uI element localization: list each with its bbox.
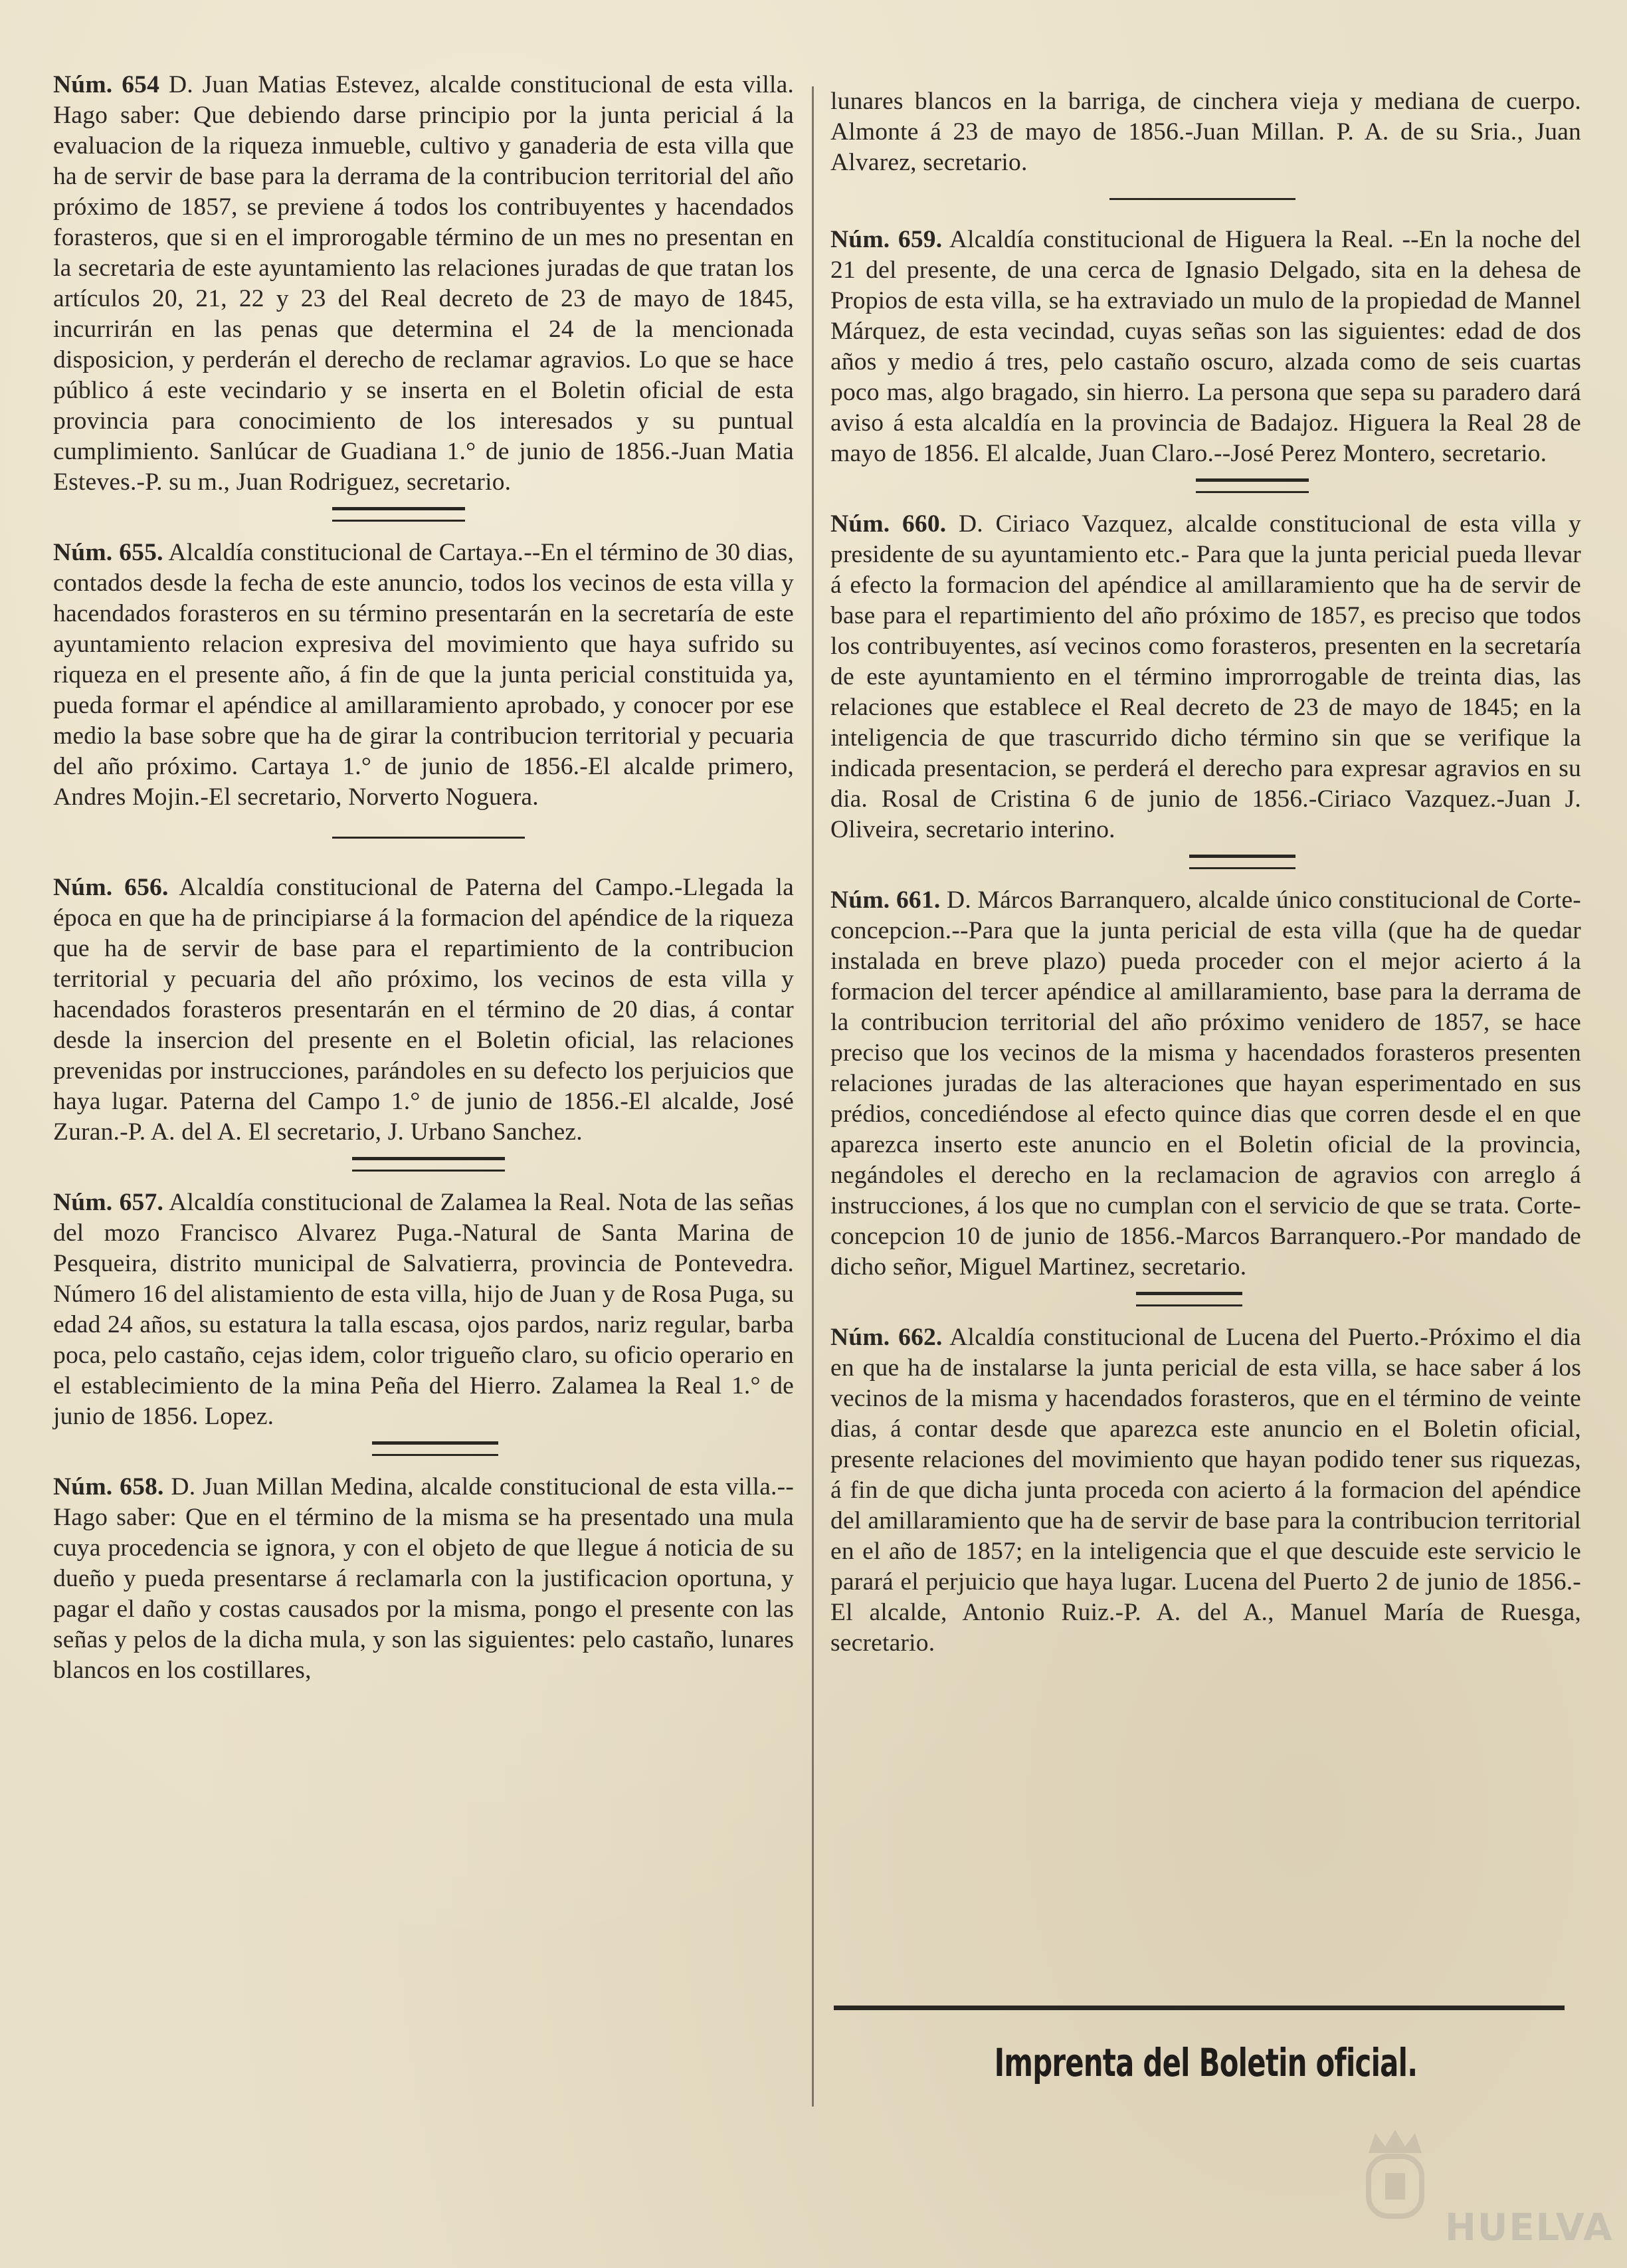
notice-text: Alcaldía constitucional de Cartaya.--En el término de 30 dias, contados desde la fecha de este anuncio, todos los vecinos de esta villa y hacendados forasteros en su término presentarán en la secretaría de este ayuntamiento relacion expresiva del movimiento que haya sufrido su riqueza en el presente año, á fin de que la junta pericial constituida ya, pueda formar el apéndice al amillaramiento aprobado, y conocer por ese medio la base sobre que ha de girar la contribucion territorial y pecuaria del año próximo. Cartaya 1.° de junio de 1856.-El alcalde primero, Andres Mojin.-El secretario, Norverto Noguera. <box>53 539 795 811</box>
separator-ornament <box>830 469 1581 509</box>
printer-imprint: Imprenta del Boletin oficial. <box>994 2040 1418 2085</box>
separator-ornament <box>830 1283 1581 1322</box>
notice-number: Núm. 662. <box>830 1324 943 1351</box>
notice-text: D. Ciriaco Vazquez, alcalde constitucional de esta villa y presidente de su ayuntamiento etc.- Para que la junta pericial pueda llevar á efecto la formacion del apéndice al amillaramiento que ha de servir de base para el repartimiento del año próximo de 1857, es preciso que todos los contribuyentes, así vecinos como forasteros, presenten en la secretaría de este ayuntamiento en el término improrrogable de treinta dias, las relaciones que establece el Real decreto de 23 de mayo de 1845; en la inteligencia de que trascurrido dicho término sin que se verifique la indicada presentacion, se perderá el derecho para expresar agravios en su dia. Rosal de Cristina 6 de junio de 1856.-Ciriaco Vazquez.-Juan J. Oliveira, secretario interino. <box>830 510 1581 843</box>
notice-654 <box>53 70 794 498</box>
archive-watermark: HUELVA <box>1445 2206 1614 2249</box>
notice-number: Núm. 656. <box>53 874 169 901</box>
notice-655 <box>53 538 794 813</box>
separator-ornament <box>53 1432 794 1472</box>
notice-number: Núm. 660. <box>830 510 947 538</box>
separator-ornament <box>830 845 1581 885</box>
left-column <box>53 70 794 1686</box>
notice-text: Alcaldía constitucional de Lucena del Puerto.-Próximo el dia en que ha de instalarse la junta pericial de esta villa, se hace saber á los vecinos de la misma y hacendados forasteros, que en el término de veinte dias, á contar desde que aparezca este anuncio en el Boletin oficial, presente relaciones del movimiento que hayan podido tener sus riquezas, á fin de que dicha junta proceda con acierto á la formacion del apéndice del amillaramiento que ha de servir de base para la contribucion territorial en el año de 1857; en la inteligencia que el que descuide este servicio le parará el perjuicio que haya lugar. Lucena del Puerto 2 de junio de 1856.-El alcalde, Antonio Ruiz.-P. A. del A., Manuel María de Ruesga, secretario. <box>830 1324 1581 1657</box>
separator-ornament <box>53 1148 794 1187</box>
notice-number: Núm. 657. <box>53 1189 164 1216</box>
separator-rule <box>830 178 1581 225</box>
notice-text: Alcaldía constitucional de Higuera la Real. --En la noche del 21 del presente, de una cerca de Ignasio Delgado, sita en la dehesa de Propios de esta villa, se ha extraviado un mulo de la propiedad de Mannel Márquez, de esta vecindad, cuyas señas son las siguientes: edad de dos años y medio á tres, pelo castaño oscuro, alzada como de seis cuartas poco mas, algo bragado, sin hierro. La persona que sepa su paradero dará aviso á esta alcaldía en la provincia de Badajoz. Higuera la Real 28 de mayo de 1856. El alcalde, Juan Claro.--José Perez Montero, secretario. <box>830 226 1582 467</box>
notice-656 <box>53 873 794 1148</box>
column-divider <box>812 86 814 2107</box>
notice-660 <box>830 509 1581 845</box>
notice-text: Alcaldía constitucional de Paterna del Campo.-Llegada la época en que ha de principiarse á la formacion del apéndice de la riqueza que ha de servir de base para el repartimiento de la contribucion territorial y pecuaria del año próximo, los vecinos de esta villa y hacendados forasteros presentarán en el término de 20 dias, á contar desde la insercion del presente en el Boletin oficial, las relaciones prevenidas por instrucciones, parándoles en su defecto los perjuicios que haya lugar. Paterna del Campo 1.° de junio de 1856.-El alcalde, José Zuran.-P. A. del A. El secretario, J. Urbano Sanchez. <box>53 874 794 1146</box>
notice-text: D. Juan Matias Estevez, alcalde constitucional de esta villa. Hago saber: Que debiendo darse principio por la junta pericial á la evaluacion de la riqueza inmueble, cultivo y ganaderia de esta villa que ha de servir de base para la derrama de la contribucion territorial del año próximo de 1857, se previene á todos los contribuyentes y hacendados forasteros, que si en el improrogable término de un mes no presentan en la secretaria de este ayuntamiento las relaciones juradas de que tratan los artículos 20, 21, 22 y 23 del Real decreto de 23 de mayo de 1845, incurrirán en las penas que determina el 24 de la mencionada disposicion, y perderán el derecho de reclamar agravios. Lo que se hace público á este vecindario y se inserta en el Boletin oficial de esta provincia para conocimiento de los interesados y su puntual cumplimiento. Sanlúcar de Guadiana 1.° de junio de 1856.-Juan Matia Esteves.-P. su m., Juan Rodriguez, secretario. <box>53 71 794 496</box>
notice-number: Núm. 659. <box>830 226 943 253</box>
notice-662 <box>830 1322 1581 1659</box>
notice-number: Núm. 654 <box>53 71 160 98</box>
notice-657 <box>53 1187 794 1432</box>
notice-number: Núm. 655. <box>53 539 163 566</box>
notice-text: lunares blancos en la barriga, de cinchera vieja y mediana de cuerpo. Almonte á 23 de mayo de 1856.-Juan Millan. P. A. de su Sria., Juan Alvarez, secretario. <box>830 88 1581 176</box>
notice-658 <box>53 1472 794 1686</box>
notice-number: Núm. 658. <box>53 1473 164 1500</box>
notice-text: Alcaldía constitucional de Zalamea la Real. Nota de las señas del mozo Francisco Alvarez Puga.-Natural de Santa Marina de Pesqueira, distrito municipal de Salvatierra, provincia de Pontevedra. Número 16 del alistamiento de esta villa, hijo de Juan y de Rosa Puga, su edad 24 años, su estatura la talla escasa, ojos pardos, nariz regular, barba poca, pelo castaño, cejas idem, color trigueño claro, su oficio operario en el establecimiento de la mina Peña del Hierro. Zalamea la Real 1.° de junio de 1856. Lopez. <box>53 1189 794 1430</box>
separator-ornament <box>53 498 794 538</box>
notice-661 <box>830 885 1581 1283</box>
closing-rule <box>834 2006 1565 2010</box>
notice-658-continued <box>830 86 1581 178</box>
right-column <box>830 86 1581 1659</box>
notice-number: Núm. 661. <box>830 886 941 914</box>
notice-text: D. Juan Millan Medina, alcalde constitucional de esta villa.--Hago saber: Que en el término de la misma se ha presentado una mula cuya procedencia se ignora, y con el objeto de que llegue á noticia de su dueño y pueda presentarse á reclamarla con la justificacion oportuna, y pagar el daño y costas causados por la misma, pongo el presente con las señas y pelos de la dicha mula, y son las siguientes: pelo castaño, lunares blancos en los costillares, <box>53 1473 795 1684</box>
notice-text: D. Márcos Barranquero, alcalde único constitucional de Corte-concepcion.--Para que la junta pericial de esta villa (que ha de quedar instalada en breve plazo) pueda proceder con el mejor acierto á la formacion del tercer apéndice al amillaramiento, base para la derrama de la contribucion territorial del año próximo venidero de 1857, se hace preciso que los vecinos de la misma y hacendados forasteros presenten relaciones juradas de las alteraciones que hayan esperimentado en sus prédios, concediéndose al efecto quince dias que corren desde el en que aparezca inserto este anuncio en el Boletin oficial de la provincia, negándoles el derecho en la reclamacion de agravios con arreglo á instrucciones, á los que no cumplan con el servicio de que se trata. Corte-concepcion 10 de junio de 1856.-Marcos Barranquero.-Por mandado de dicho señor, Miguel Martinez, secretario. <box>830 886 1581 1281</box>
crown-seal-icon <box>1355 2126 1435 2226</box>
notice-659 <box>830 225 1581 469</box>
separator-rule <box>53 813 794 873</box>
